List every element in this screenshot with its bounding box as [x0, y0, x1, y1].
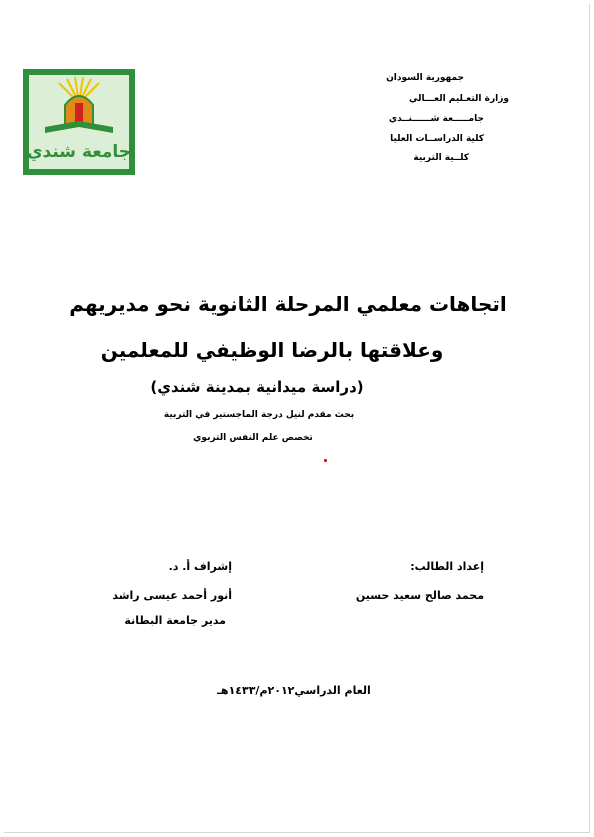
degree-statement: بحث مقدم لنيل درجة الماجستير في التربية — [163, 410, 355, 420]
header-country: جمهورية السودان — [386, 73, 464, 83]
supervisor-label: إشراف أ. د. — [168, 560, 232, 573]
header-ministry: وزارة التعـليم العـــالي — [409, 94, 509, 104]
header-university: جامـــــعة شــــــنــدي — [388, 114, 484, 124]
logo-text: جامعة شندي — [26, 142, 132, 162]
header-graduate-college: كلية الدراســات العليا — [390, 134, 484, 144]
specialization: تخصص علم النفس التربوي — [193, 433, 313, 443]
student-name: محمد صالح سعيد حسين — [355, 589, 484, 602]
thesis-title-line3: (دراسة ميدانية بمدينة شندي) — [150, 378, 364, 396]
academic-year: العام الدراسي٢٠١٢م/١٤٣٣هـ — [217, 684, 371, 697]
thesis-title-line1: اتجاهات معلمي المرحلة الثانوية نحو مديريهم — [69, 292, 507, 316]
student-label: إعداد الطالب: — [410, 560, 484, 573]
header-education-college: كلــية التربية — [413, 153, 469, 163]
red-dot — [324, 459, 327, 462]
university-logo — [23, 69, 135, 175]
supervisor-role: مدير جامعة البطانة — [124, 614, 226, 627]
thesis-title-line2: وعلاقتها بالرضا الوظيفي للمعلمين — [100, 338, 444, 362]
supervisor-name: أنور أحمد عيسى راشد — [112, 589, 232, 602]
